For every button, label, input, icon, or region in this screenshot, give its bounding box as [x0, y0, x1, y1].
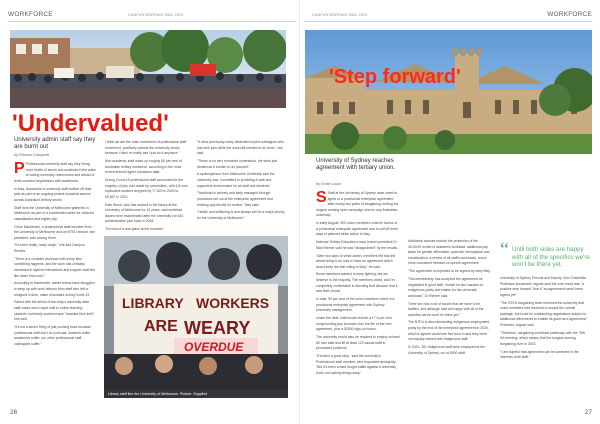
body-paragraph: University of Sydney Provost and Deputy Vice-Chancellor Professor Annamarie Jagose said the vote result was "a positive step forward" that it "an agreement hasn't been signed yet".: [500, 276, 587, 297]
body-paragraph: "Those of us who remained understood, the work just treated as a burden to do yourself.": [197, 158, 277, 169]
page-number: 27: [584, 409, 592, 416]
section-label: WORKFORCE: [547, 11, 592, 18]
library-protest-image: [104, 236, 288, 398]
section-label: WORKFORCE: [8, 11, 53, 18]
body-paragraph: During Covid-19 professional staff accounted for the majority of jobs cuts made by universities, with 6,8 new equivalent workers dropped by 77,620 in 2020 to 69,867 in 2021.: [105, 177, 188, 199]
body-paragraph: Additional clauses include the protection of the 40:40:20 model of academic workload, additional pay leave for gender affirmation, parental, menopause and menstruation, a review of all staff's workloads, and a more consistent freedom-of-speech agreement.: [408, 239, 490, 266]
body-paragraph: "It's been a good step," said the university's Professional staff member, who requested anonymity. "But it's been a hard-fought battle against a university that's not making things easy.": [316, 353, 397, 375]
body-paragraph: The NTEU is also demanding Indigenous employment parity by the end of the enterprise agreement in 2026, which it agreed would see five from in and they were not equally ranked with Indigenous staff.: [408, 320, 490, 342]
body-paragraph: In May, thousands of university staff walked off their jobs as part of an ongoing protest industrial actions across Australia's tertiary sector.: [14, 186, 92, 202]
body-paragraph: According to Mackenzie, admin teams have struggled to keep up with work leftover from staff who left or resigned in time, make redundant during Covid-19.: [14, 281, 95, 297]
body-paragraph: In 2021, 161 Indigenous staff were employed at the University of Sydney, out of 8000 staff.: [408, 345, 486, 355]
protest-photo-image: [10, 30, 286, 108]
publication-label: CAMPUS MORNING MAIL 2024: [312, 13, 368, 17]
body-paragraph: The university would also be required to employ at least 80 new staff and lift at least 120 casual staff to permanent positions.: [316, 334, 400, 351]
body-paragraph: A spokesperson from Melbourne University said the university was "committed to providing a safe and supportive environment for all staff and students".: [197, 172, 275, 188]
body-paragraph: "The NTEU bargaining team informed the university that union members had resolved to accept the overall package, but looks for outstanding negotiations subject to additional refinements to enable its grant as a agreement," Professor Jagose said.: [500, 300, 588, 327]
body-paragraph: Non-academic staff make up roughly 58 per cent of Australian tertiary workforce, according to the most recent federal higher education data.: [105, 158, 182, 175]
quote-mark-icon: “: [500, 239, 509, 261]
body-column-2: [105, 140, 189, 232]
body-column-3: [197, 140, 285, 232]
right-page: [300, 0, 600, 424]
body-column-3: [500, 276, 588, 401]
svg-text:OVERDUE: OVERDUE: [184, 340, 244, 354]
body-paragraph: Chloe Mackenzie, a professional staff member from the University of Melbourne and an NTEU branch vice president, was among them.: [14, 224, 96, 240]
header-rule: [304, 21, 592, 22]
svg-text:WEARY: WEARY: [184, 318, 251, 338]
article-byline: by Eleanor Campbell: [14, 153, 50, 157]
publication-label: CAMPUS MORNING MAIL 2024: [128, 13, 184, 17]
body-paragraph: "Health and wellbeing is and always will be a major priority for the University of Melbourne.": [197, 210, 285, 220]
svg-text:WORKERS: WORKERS: [196, 295, 270, 311]
body-paragraph: "The agreement is expected to be signed by early May.: [408, 269, 491, 274]
article-title: 'Step forward': [329, 66, 461, 88]
article-subhead: University of Sydney reaches agreement with tertiary union.: [316, 158, 396, 171]
header-rule: [8, 21, 296, 22]
body-paragraph: Paired with the fallout of two major university-wide staff cases and a rapid shift to online learning, students' university workers have "reached their limit", she said.: [14, 300, 95, 322]
body-column-1: [316, 191, 400, 401]
university-photo: [305, 30, 592, 154]
body-paragraph: S Staff at the University of Sydney have voted to agree to a provisional enterprise agreement after nearly two years of bargaining, ending the longest running open campaign seen in any Australian university.: [316, 191, 399, 218]
body-paragraph: I think we are the main movement of professional staff movement, positively outside the university sector, because I think no matty can't just do it anymore.": [105, 140, 187, 156]
photo-caption: Library staff line the University of Melbourne. Picture: Supplied: [104, 390, 288, 398]
body-column-2: [408, 239, 492, 401]
body-paragraph: "It's been really, really tough," she told Campus Review.: [14, 243, 85, 254]
body-column-1: [14, 162, 96, 402]
article-title: 'Undervalued': [12, 110, 169, 137]
body-paragraph: Kate Wood, who has worked in the library at the University of Melbourne for 15 years, said workload issues were exacerbated after the university cut 540 administrative jobs back in 2018.: [105, 202, 184, 224]
body-paragraph: In total, 50 per cent of the union members voted in a provisional enterprise agreement with Sydney University management.: [316, 297, 395, 313]
body-paragraph: National Tertiary Education Union branch president Dr Nick Riemer said he was "disappointed" by the results.: [316, 240, 398, 250]
pull-quote: Until both sides are happy with all of the specifics we're won't be there yet.: [512, 246, 590, 269]
article-byline: by Emile Louw: [316, 182, 341, 186]
body-paragraph: Under the deal, staff would receive a 17.6 per cent compounding pay increase over the life of the new agreement, plus a $2500 sign-on bonus.: [316, 316, 392, 332]
body-paragraph: "There is a constant workload with every time something happens, and the work has certainly increased in layered interactions and support staff feel like lower than ever.": [14, 256, 96, 278]
drop-cap: P: [14, 162, 25, 177]
page-number: 26: [10, 409, 18, 416]
library-protest-photo: [104, 236, 288, 398]
body-paragraph: "Therefore, bargaining continued yesterday with the 75th SA meeting, which means that the longest-running bargaining ever in 2023.: [500, 330, 586, 346]
body-paragraph: "Workload is actively and fairly managed through processes set out at the enterprise agreement and existing opportunity for review," they said.: [197, 191, 273, 207]
body-paragraph: Staff from the University of Melbourne gathered in Melbourne as part of a coordinated strike for reduced casualisation and higher pay.: [14, 205, 94, 221]
body-paragraph: In early August, 500 union members voted in favour of a provisional enterprise agreement and to call off three days of planned strike action in May.: [316, 221, 398, 237]
body-paragraph: There are now a lot of issues that we have to be drafted, and although said we happy with all of the specifics we've won't be there yet.": [408, 301, 484, 317]
drop-cap: S: [316, 191, 327, 206]
body-paragraph: "It's not a sector thing of just pushing back because professional staff don't do curricula, students suffer, academics suffer, our other professional staff colleagues suffer.": [14, 324, 92, 346]
body-paragraph: "It drew previously many dedicated expert colleagues who lost their jobs while the work still needed to be done," she said.: [197, 140, 285, 156]
body-paragraph: "I am hopeful that agreement can be achieved in the interests of all staff.": [500, 349, 579, 360]
body-paragraph: P Professional university staff say they 'bring' more levels of stress and workload in the wake of cutting university restructures and ahead of tenth-contract negotiations with academics.: [14, 162, 96, 183]
body-paragraph: This membership has accepted the agreement as negotiated in good faith, except for two clauses on Indigenous parity and claims for the university workload," Dr Riemer said.: [408, 276, 484, 298]
university-building-image: [305, 30, 592, 154]
protest-photo: [10, 30, 286, 108]
body-paragraph: "It's kind of a bad place at the moment.": [105, 227, 165, 232]
body-paragraph: Some members wanted to keep fighting, but we deserve to the majority. The members voted, and I'm completely comfortable in directing that decision that it was their choice.: [316, 272, 398, 294]
svg-text:ARE: ARE: [144, 318, 178, 335]
svg-text:LIBRARY: LIBRARY: [122, 295, 184, 311]
body-paragraph: "After two days of strike action, members felt that the wisest thing to do was to have an agreement which would keep the ball rolling in May," he said.: [316, 253, 396, 269]
article-subhead: University admin staff say they are burnt out: [14, 137, 96, 150]
